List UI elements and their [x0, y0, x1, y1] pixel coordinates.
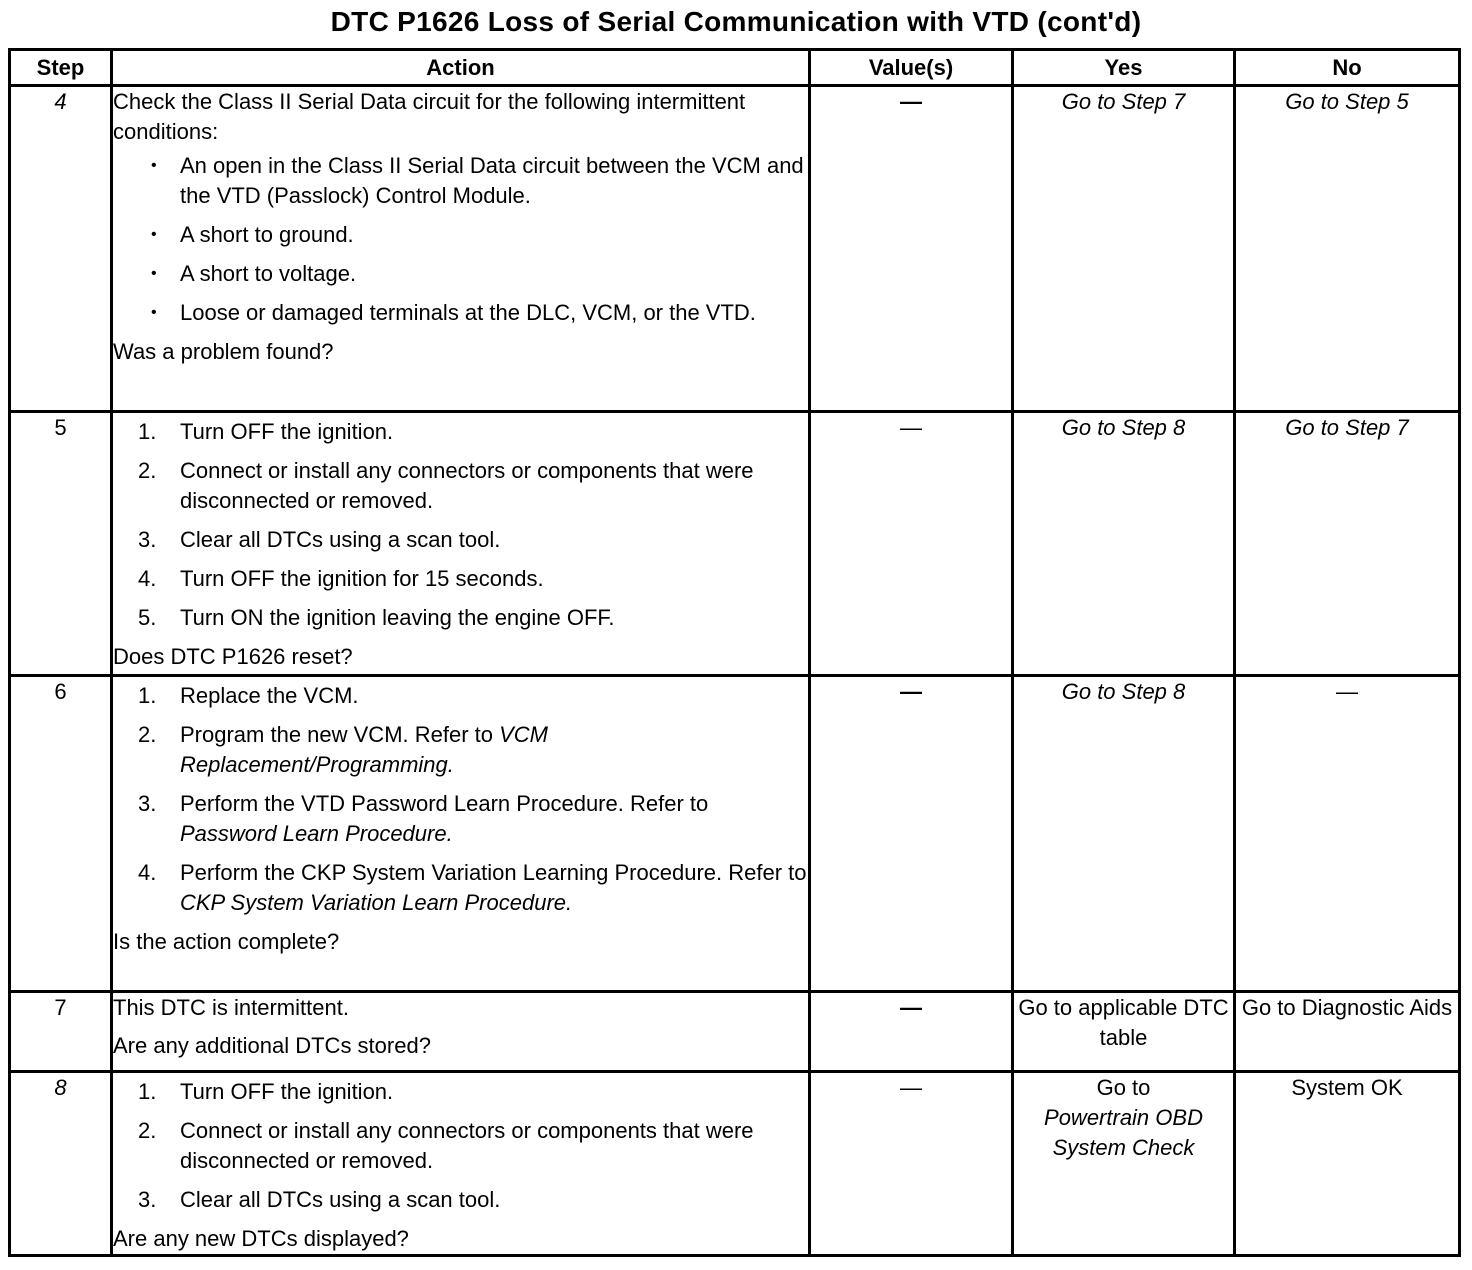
item-reference: CKP System Variation Learn Procedure. — [180, 890, 573, 915]
item-text: Turn OFF the ignition. — [180, 419, 394, 444]
header-yes: Yes — [1013, 50, 1235, 86]
item-number: 1. — [138, 419, 157, 444]
yes-cell: Go to Step 8 — [1013, 676, 1235, 992]
yes-reference: Powertrain OBD System Check — [1044, 1105, 1203, 1160]
item-number: 3. — [138, 791, 157, 816]
bullet-list — [113, 151, 808, 328]
list-item — [113, 456, 808, 516]
yes-cell: Go to Step 8 — [1013, 412, 1235, 676]
item-number: 2. — [138, 722, 157, 747]
item-number: 1. — [138, 683, 157, 708]
item-text: Clear all DTCs using a scan tool. — [180, 1187, 501, 1212]
action-cell — [112, 992, 810, 1072]
value-cell: — — [810, 676, 1013, 992]
header-row — [10, 50, 1460, 86]
no-cell: System OK — [1235, 1072, 1460, 1256]
list-item — [113, 789, 808, 849]
list-item: • A short to voltage. — [113, 259, 808, 289]
item-number: 2. — [138, 1118, 157, 1143]
yes-cell — [1013, 1072, 1235, 1256]
table-row — [10, 412, 1460, 676]
list-item — [113, 681, 808, 711]
no-cell: — — [1235, 676, 1460, 992]
no-cell: Go to Step 7 — [1235, 412, 1460, 676]
action-question: Are any new DTCs displayed? — [113, 1226, 409, 1251]
item-text: Turn OFF the ignition for 15 seconds. — [180, 566, 544, 591]
item-number: 5. — [138, 605, 157, 630]
step-number: 8 — [10, 1072, 112, 1256]
header-values: Value(s) — [810, 50, 1013, 86]
step-number: 5 — [10, 412, 112, 676]
list-item — [113, 1116, 808, 1176]
step-number: 4 — [10, 86, 112, 412]
list-item — [113, 564, 808, 594]
list-item: • A short to ground. — [113, 220, 808, 250]
list-item — [113, 1185, 808, 1215]
item-text: Connect or install any connectors or components that were disconnected or removed. — [180, 1118, 754, 1173]
numbered-list — [113, 1077, 808, 1215]
item-number: 3. — [138, 1187, 157, 1212]
table-row — [10, 86, 1460, 412]
step-number: 7 — [10, 992, 112, 1072]
action-question: Is the action complete? — [113, 929, 340, 954]
header-step: Step — [10, 50, 112, 86]
yes-cell: Go to Step 7 — [1013, 86, 1235, 412]
action-question: Are any additional DTCs stored? — [113, 1033, 431, 1058]
action-intro: Check the Class II Serial Data circuit for the following intermittent conditions: — [113, 89, 746, 144]
item-text: Turn ON the ignition leaving the engine OFF. — [180, 605, 615, 630]
item-text: Perform the VTD Password Learn Procedure. Refer to — [180, 791, 709, 816]
item-number: 4. — [138, 860, 157, 885]
item-number: 1. — [138, 1079, 157, 1104]
action-cell — [112, 412, 810, 676]
action-text: This DTC is intermittent. — [113, 995, 349, 1020]
numbered-list — [113, 417, 808, 633]
list-item — [113, 525, 808, 555]
table-row — [10, 992, 1460, 1072]
item-text: Turn OFF the ignition. — [180, 1079, 394, 1104]
item-number: 2. — [138, 458, 157, 483]
item-text: Clear all DTCs using a scan tool. — [180, 527, 501, 552]
value-cell: — — [810, 1072, 1013, 1256]
numbered-list — [113, 681, 808, 918]
table-row — [10, 676, 1460, 992]
item-text: Perform the CKP System Variation Learning Procedure. Refer to — [180, 860, 807, 885]
action-cell — [112, 86, 810, 412]
yes-prefix: Go to — [1096, 1075, 1151, 1100]
item-reference: VCM Replacement/Programming. — [180, 722, 549, 777]
value-cell: — — [810, 992, 1013, 1072]
action-cell — [112, 676, 810, 992]
item-reference: Password Learn Procedure. — [180, 821, 453, 846]
diagnostic-table — [8, 48, 1461, 1257]
no-cell: Go to Step 5 — [1235, 86, 1460, 412]
action-cell — [112, 1072, 810, 1256]
list-item — [113, 1077, 808, 1107]
header-no: No — [1235, 50, 1460, 86]
item-text: Connect or install any connectors or components that were disconnected or removed. — [180, 458, 754, 513]
yes-cell: Go to applicable DTC table — [1013, 992, 1235, 1072]
item-number: 4. — [138, 566, 157, 591]
list-item — [113, 720, 808, 780]
list-item: • An open in the Class II Serial Data circuit between the VCM and the VTD (Passlock) Control Module. — [113, 151, 808, 211]
item-text: Replace the VCM. — [180, 683, 359, 708]
item-number: 3. — [138, 527, 157, 552]
value-cell: — — [810, 412, 1013, 676]
list-item: • Loose or damaged terminals at the DLC, VCM, or the VTD. — [113, 298, 808, 328]
no-cell: Go to Diagnostic Aids — [1235, 992, 1460, 1072]
table-row — [10, 1072, 1460, 1256]
list-item — [113, 603, 808, 633]
list-item — [113, 417, 808, 447]
page-title: DTC P1626 Loss of Serial Communication with VTD (cont'd) — [330, 6, 1142, 37]
action-question: Was a problem found? — [113, 339, 334, 364]
item-text: Program the new VCM. Refer to — [180, 722, 500, 747]
value-cell: — — [810, 86, 1013, 412]
step-number: 6 — [10, 676, 112, 992]
header-action: Action — [112, 50, 810, 86]
list-item — [113, 858, 808, 918]
action-question: Does DTC P1626 reset? — [113, 644, 353, 669]
